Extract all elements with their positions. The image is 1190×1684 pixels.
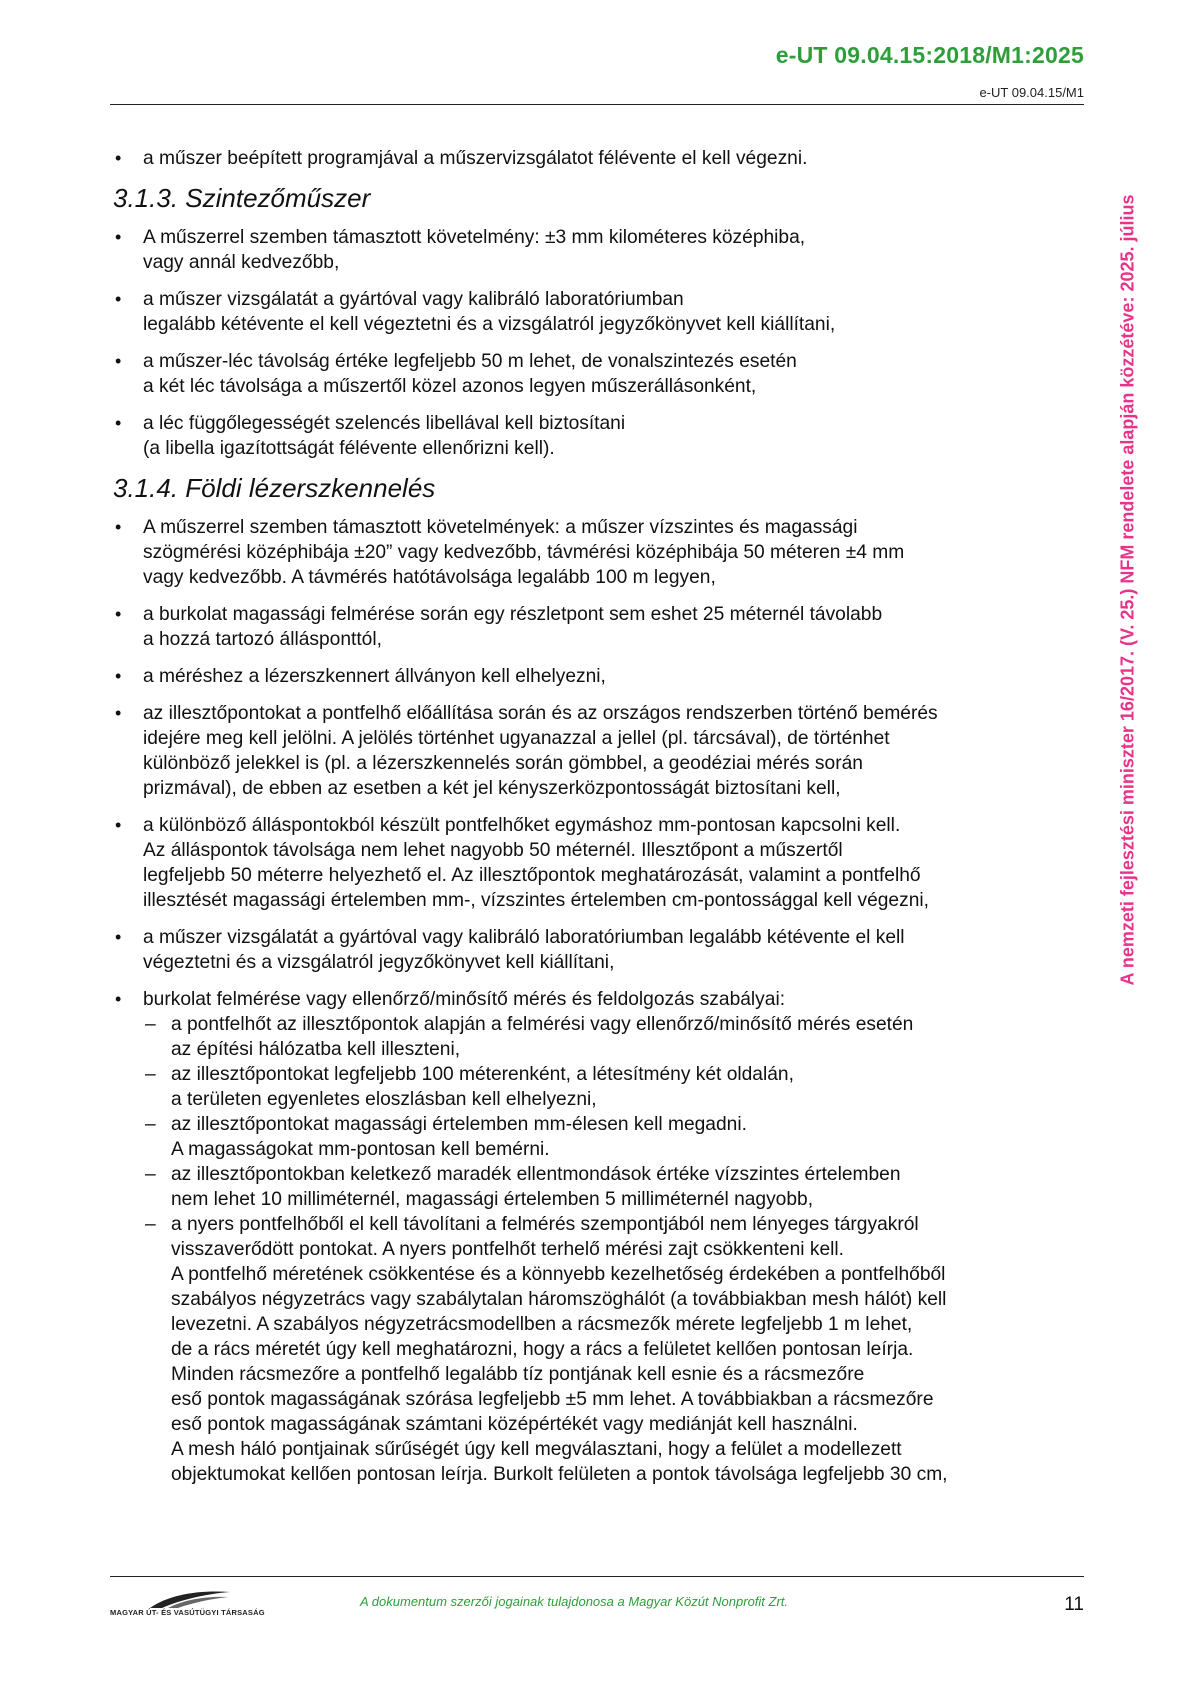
text-line: • a léc függőlegességét szelencés libellával kell biztosítani [143,413,626,434]
section-heading-3-1-4: 3.1.4. Földi lézerszkennelés [113,473,436,503]
text-line: az építési hálózatba kell illeszteni, [171,1039,461,1060]
bullet-item [113,664,1073,689]
text-line: A pontfelhő méretének csökkentése és a könnyebb kezelhetőség érdekében a pontfelhőből [171,1264,946,1285]
text-line: szabályos négyzetrács vagy szabálytalan háromszöghálót (a továbbiakban mesh hálót) kell [171,1289,947,1310]
text-line: visszaverődött pontokat. A nyers pontfelhőt terhelő mérési zajt csökkenteni kell. [171,1239,844,1260]
dash-item [113,1162,1073,1212]
text-line: – a pontfelhőt az illesztőpontok alapján a felmérési vagy ellenőrző/minősítő mérés esetén [171,1014,914,1035]
text-line: (a libella igazítottságát félévente ellenőrizni kell). [143,438,555,459]
text-line: a hozzá tartozó állásponttól, [143,629,382,650]
publisher-logo [110,1588,265,1624]
text-line: prizmával), de ebben az esetben a két jel kényszerközpontosságát biztosítani kell, [143,778,841,799]
bullet-item [113,925,1073,975]
bullet-item [113,813,1073,913]
road-swoosh-icon [110,1588,260,1610]
text-line: nem lehet 10 milliméternél, magassági értelemben 5 milliméternél nagyobb, [171,1189,814,1210]
text-line: szögmérési középhibája ±20” vagy kedvezőbb, távmérési középhibája 50 méteren ±4 mm [143,542,905,563]
text-line: A mesh háló pontjainak sűrűségét úgy kell megválasztani, hogy a felület a modellezett [171,1439,902,1460]
text-line: objektumokat kellően pontosan leírja. Burkolt felületen a pontok távolsága legfeljebb 30 cm, [171,1464,948,1485]
publication-side-note: A nemzeti fejlesztési miniszter 16/2017. (V. 25.) NFM rendelete alapján közzétéve: 2025. július [1117,194,1138,986]
bullet-item [113,701,1073,801]
text-line: legalább kétévente el kell végeztetni és a vizsgálatról jegyzőkönyvet kell kiállítani, [143,314,836,335]
text-line: de a rács méretét úgy kell meghatározni, hogy a rács a felületet kellően pontosan leírja. [171,1339,914,1360]
section-heading-3-1-3: 3.1.3. Szintezőműszer [113,183,371,213]
bullet-item [113,349,1073,399]
text-line: legfeljebb 50 méterre helyezhető el. Az illesztőpontok meghatározását, valamint a pontfelhő [143,865,921,886]
bullet-item [113,602,1073,652]
dash-item [113,1112,1073,1162]
document-code: e-UT 09.04.15:2018/M1:2025 [775,42,1084,68]
text-line: • a méréshez a lézerszkennert állványon kell elhelyezni, [143,666,606,687]
text-line: vagy kedvezőbb. A távmérés hatótávolsága legalább 100 m legyen, [143,567,716,588]
text-line: – az illesztőpontokban keletkező maradék ellentmondások értéke vízszintes értelemben [171,1164,901,1185]
text-line: vagy annál kedvezőbb, [143,252,340,273]
bullet-item [113,287,1073,337]
header-divider [110,104,1084,105]
text-line: eső pontok magasságának számtani középértékét vagy mediánját kell használni. [171,1414,858,1435]
page-body [113,146,1073,1487]
dash-item [113,1212,1073,1262]
text-line: – a nyers pontfelhőből el kell távolítani a felmérés szempontjából nem lényeges tárgyakról [171,1214,919,1235]
bullet-item [113,515,1073,590]
text-line: • burkolat felmérése vagy ellenőrző/minősítő mérés és feldolgozás szabályai: [143,989,786,1010]
text-line: • a műszer-léc távolság értéke legfeljebb 50 m lehet, de vonalszintezés esetén [143,351,797,372]
dash-item [113,1062,1073,1112]
bullet-item [113,411,1073,461]
text-line: – az illesztőpontokat magassági értelemben mm-élesen kell megadni. [171,1114,747,1135]
text-line: eső pontok magasságának szórása legfeljebb ±5 mm lehet. A továbbiakban a rácsmezőre [171,1389,934,1410]
text-line: végeztetni és a vizsgálatról jegyzőkönyvet kell kiállítani, [143,952,615,973]
text-line: • a különböző álláspontokból készült pontfelhőket egymáshoz mm-pontosan kapcsolni kell. [143,815,901,836]
text-line: a területen egyenletes eloszlásban kell elhelyezni, [171,1089,597,1110]
text-line: levezetni. A szabályos négyzetrácsmodellben a rácsmezők mérete legfeljebb 1 m lehet, [171,1314,913,1335]
text-line: illesztését magassági értelemben mm-, vízszintes értelemben cm-pontossággal kell végezni, [143,890,929,911]
text-line: • A műszerrel szemben támasztott követelmények: a műszer vízszintes és magassági [143,517,858,538]
bullet-item [113,146,1073,171]
text-line: • a műszer vizsgálatát a gyártóval vagy kalibráló laboratóriumban [143,289,684,310]
text-line: • a burkolat magassági felmérése során egy részletpont sem eshet 25 méternél távolabb [143,604,883,625]
text-line: különböző jelekkel is (pl. a lézerszkennelés során gömbbel, a geodéziai mérés során [143,753,863,774]
publisher-logo-text: MAGYAR ÚT- ÉS VASÚTÜGYI TÁRSASÁG [110,1608,265,1617]
bullet-item-rules [113,987,1073,1012]
text-line: idejére meg kell jelölni. A jelölés történhet ugyanazzal a jellel (pl. tárcsával), de történhet [143,728,890,749]
text-line: • A műszerrel szemben támasztott követelmény: ±3 mm kilométeres középhiba, [143,227,806,248]
dash-item [113,1012,1073,1062]
text-line: A magasságokat mm-pontosan kell bemérni. [171,1139,550,1160]
text-line: • a műszer vizsgálatát a gyártóval vagy kalibráló laboratóriumban legalább kétévente el kell [143,927,905,948]
continuation-paragraph [113,1262,1073,1487]
text-line: a két léc távolsága a műszertől közel azonos legyen műszerállásonként, [143,376,757,397]
text-line: – az illesztőpontokat legfeljebb 100 méterenként, a létesítmény két oldalán, [171,1064,794,1085]
text-line: Minden rácsmezőre a pontfelhő legalább tíz pontjának kell esnie és a rácsmezőre [171,1364,865,1385]
footer-divider [110,1576,1084,1577]
text-line: Az álláspontok távolsága nem lehet nagyobb 50 méternél. Illesztőpont a műszertől [143,840,843,861]
text-line: • a műszer beépített programjával a műszervizsgálatot félévente el kell végezni. [143,148,808,169]
page-number: 11 [1064,1594,1084,1615]
text-line: • az illesztőpontokat a pontfelhő előállítása során és az országos rendszerben történő bemérés [143,703,938,724]
document-subcode: e-UT 09.04.15/M1 [979,85,1084,100]
bullet-item [113,225,1073,275]
copyright-note: A dokumentum szerzői jogainak tulajdonosa a Magyar Közút Nonprofit Zrt. [360,1594,789,1609]
